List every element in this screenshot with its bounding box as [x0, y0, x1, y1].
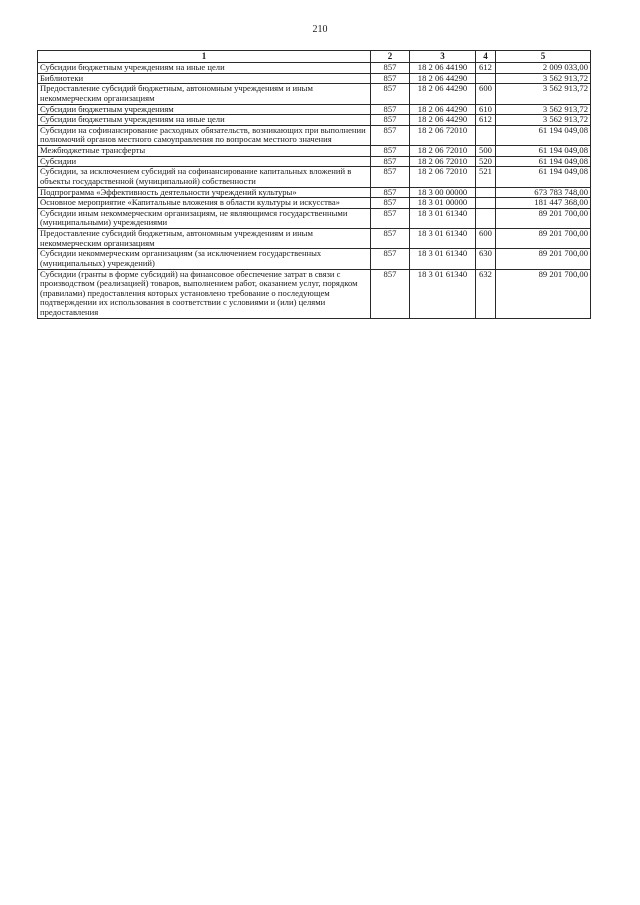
row-amount-cell: 61 194 049,08 [496, 146, 591, 157]
column-header: 5 [496, 51, 591, 63]
row-code-cell: 857 [371, 187, 410, 198]
row-code-cell: 857 [371, 84, 410, 104]
row-code-cell: 857 [371, 125, 410, 145]
page-number: 210 [312, 24, 328, 35]
table-row [38, 73, 591, 84]
row-amount-cell: 3 562 913,72 [496, 84, 591, 104]
table-row [38, 104, 591, 115]
row-amount-cell: 3 562 913,72 [496, 115, 591, 126]
row-name-cell: Основное мероприятие «Капитальные вложения в области культуры и искусства» [38, 198, 371, 209]
row-expense-type-cell [476, 187, 496, 198]
row-code-cell: 857 [371, 73, 410, 84]
row-code-cell: 857 [371, 269, 410, 318]
row-amount-cell: 61 194 049,08 [496, 125, 591, 145]
row-name-cell: Субсидии, за исключением субсидий на софинансирование капитальных вложений в объекты государственной (муниципальной) собственности [38, 167, 371, 187]
table-row [38, 146, 591, 157]
row-name-cell: Библиотеки [38, 73, 371, 84]
table-row [38, 249, 591, 269]
row-amount-cell: 89 201 700,00 [496, 229, 591, 249]
row-name-cell: Субсидии бюджетным учреждениям [38, 104, 371, 115]
row-name-cell: Субсидии (гранты в форме субсидий) на финансовое обеспечение затрат в связи с производством (реализацией) товаров, выполнением работ, оказанием услуг, порядком (правилами) предоставления которых установлено требование о последующем подтверждении их использования в соответствии с условиями и (или) целями предоставления [38, 269, 371, 318]
row-target-article-cell: 18 2 06 72010 [410, 156, 476, 167]
row-name-cell: Субсидии бюджетным учреждениям на иные цели [38, 63, 371, 74]
row-expense-type-cell: 632 [476, 269, 496, 318]
row-expense-type-cell: 520 [476, 156, 496, 167]
row-expense-type-cell: 600 [476, 229, 496, 249]
row-amount-cell: 673 783 748,00 [496, 187, 591, 198]
row-expense-type-cell [476, 198, 496, 209]
table-row [38, 198, 591, 209]
row-amount-cell: 3 562 913,72 [496, 104, 591, 115]
row-expense-type-cell: 521 [476, 167, 496, 187]
row-target-article-cell: 18 2 06 44290 [410, 84, 476, 104]
row-expense-type-cell [476, 125, 496, 145]
table-row [38, 84, 591, 104]
column-header: 2 [371, 51, 410, 63]
row-name-cell: Субсидии на софинансирование расходных обязательств, возникающих при выполнении полномочий органов местного самоуправления по вопросам местного значения [38, 125, 371, 145]
table-header-row [38, 51, 591, 63]
row-expense-type-cell: 630 [476, 249, 496, 269]
table-row [38, 208, 591, 228]
row-target-article-cell: 18 3 01 61340 [410, 249, 476, 269]
column-header: 3 [410, 51, 476, 63]
table-row [38, 167, 591, 187]
row-amount-cell: 89 201 700,00 [496, 208, 591, 228]
table-row [38, 269, 591, 318]
row-name-cell: Подпрограмма «Эффективность деятельности учреждений культуры» [38, 187, 371, 198]
row-amount-cell: 3 562 913,72 [496, 73, 591, 84]
row-target-article-cell: 18 2 06 72010 [410, 146, 476, 157]
row-target-article-cell: 18 3 00 00000 [410, 187, 476, 198]
table-row [38, 187, 591, 198]
row-name-cell: Предоставление субсидий бюджетным, автономным учреждениям и иным некоммерческим организациям [38, 229, 371, 249]
row-expense-type-cell: 612 [476, 63, 496, 74]
row-target-article-cell: 18 2 06 72010 [410, 167, 476, 187]
row-name-cell: Субсидии иным некоммерческим организациям, не являющимся государственными (муниципальными) учреждениями [38, 208, 371, 228]
row-code-cell: 857 [371, 249, 410, 269]
row-name-cell: Субсидии [38, 156, 371, 167]
row-amount-cell: 89 201 700,00 [496, 249, 591, 269]
row-name-cell: Субсидии бюджетным учреждениям на иные цели [38, 115, 371, 126]
row-code-cell: 857 [371, 156, 410, 167]
row-target-article-cell: 18 2 06 44290 [410, 73, 476, 84]
row-target-article-cell: 18 2 06 72010 [410, 125, 476, 145]
row-expense-type-cell: 612 [476, 115, 496, 126]
row-target-article-cell: 18 2 06 44190 [410, 63, 476, 74]
row-amount-cell: 181 447 368,00 [496, 198, 591, 209]
table-row [38, 229, 591, 249]
table-row [38, 115, 591, 126]
row-code-cell: 857 [371, 167, 410, 187]
row-expense-type-cell [476, 208, 496, 228]
row-code-cell: 857 [371, 63, 410, 74]
row-code-cell: 857 [371, 146, 410, 157]
row-expense-type-cell: 500 [476, 146, 496, 157]
row-amount-cell: 61 194 049,08 [496, 156, 591, 167]
row-target-article-cell: 18 3 01 61340 [410, 208, 476, 228]
row-name-cell: Субсидии некоммерческим организациям (за исключением государственных (муниципальных) учреждений) [38, 249, 371, 269]
row-code-cell: 857 [371, 208, 410, 228]
row-target-article-cell: 18 3 01 00000 [410, 198, 476, 209]
table-row [38, 156, 591, 167]
row-target-article-cell: 18 3 01 61340 [410, 269, 476, 318]
row-amount-cell: 2 009 033,00 [496, 63, 591, 74]
column-header: 1 [38, 51, 371, 63]
budget-table [37, 50, 591, 319]
table-row [38, 63, 591, 74]
row-name-cell: Межбюджетные трансферты [38, 146, 371, 157]
table-body [38, 63, 591, 319]
table-row [38, 125, 591, 145]
row-amount-cell: 89 201 700,00 [496, 269, 591, 318]
row-target-article-cell: 18 3 01 61340 [410, 229, 476, 249]
row-amount-cell: 61 194 049,08 [496, 167, 591, 187]
row-expense-type-cell: 610 [476, 104, 496, 115]
row-expense-type-cell [476, 73, 496, 84]
row-code-cell: 857 [371, 198, 410, 209]
row-name-cell: Предоставление субсидий бюджетным, автономным учреждениям и иным некоммерческим организациям [38, 84, 371, 104]
row-target-article-cell: 18 2 06 44290 [410, 115, 476, 126]
row-code-cell: 857 [371, 104, 410, 115]
row-code-cell: 857 [371, 115, 410, 126]
row-target-article-cell: 18 2 06 44290 [410, 104, 476, 115]
row-code-cell: 857 [371, 229, 410, 249]
row-expense-type-cell: 600 [476, 84, 496, 104]
column-header: 4 [476, 51, 496, 63]
